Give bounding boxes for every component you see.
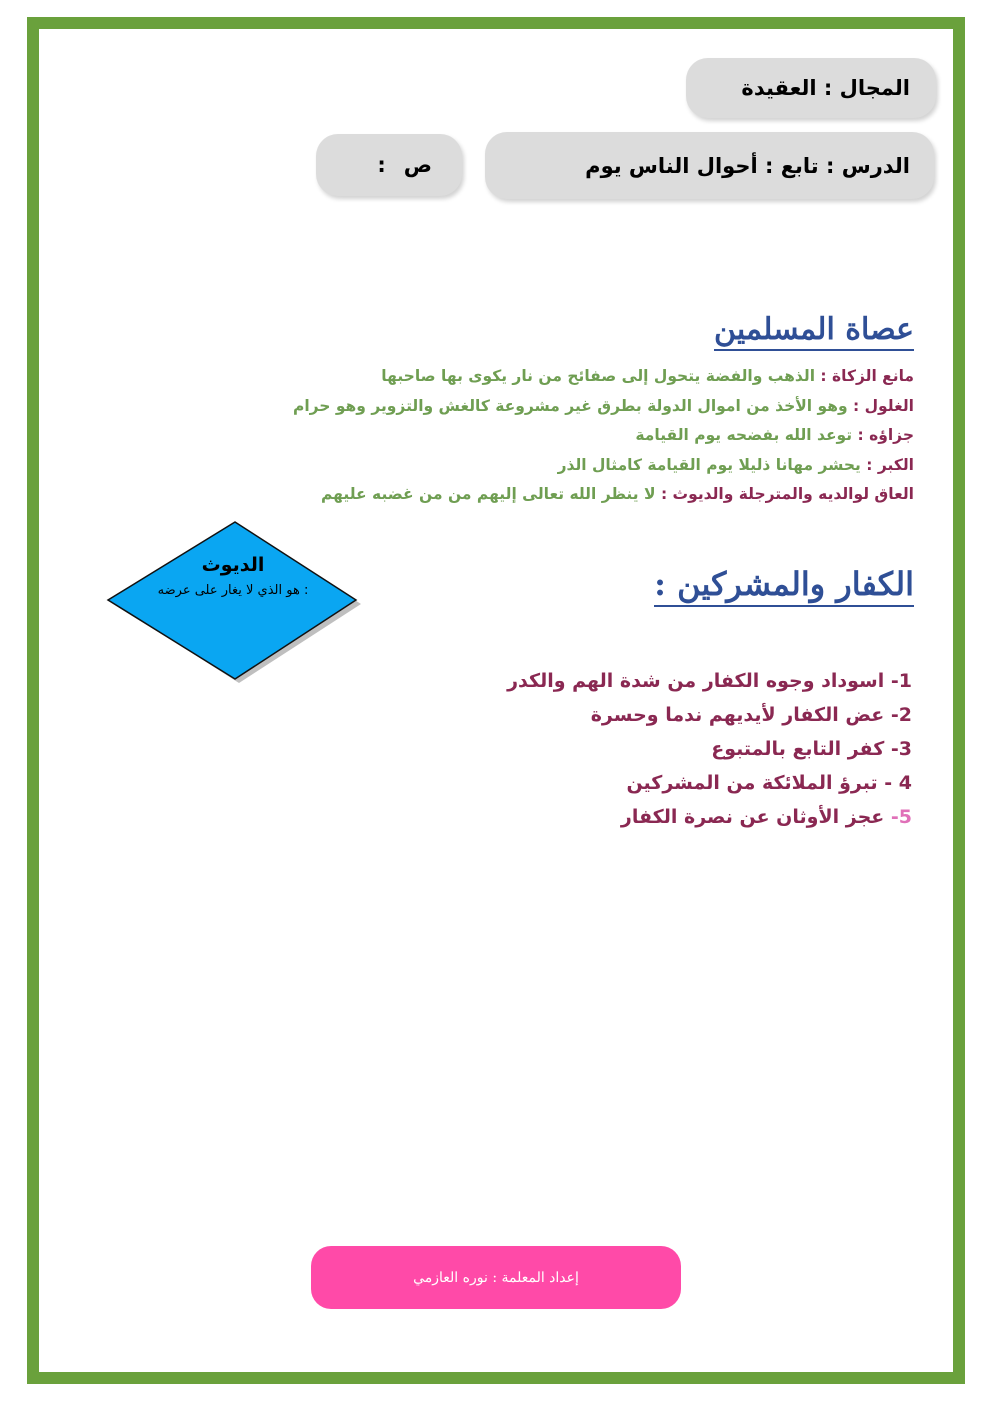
item-number: 2- [890,704,912,726]
lesson-label: الدرس : تابع : أحوال الناس يوم [585,153,910,178]
disbelievers-list [352,664,912,834]
domain-label: المجال : العقيدة [741,76,910,100]
domain-label-box [686,58,936,118]
list-item [352,766,912,800]
page-number-box [316,134,462,196]
teacher-credit-box [311,1246,681,1309]
list-item [274,480,914,510]
list-item [274,451,914,481]
item-desc: يحشر مهانا ذليلا يوم القيامة كامثال الذر [557,455,861,474]
list-item [274,392,914,422]
item-label: مانع الزكاة : [820,367,914,385]
list-item [274,421,914,451]
list-item [352,698,912,732]
diamond-content [144,554,322,601]
definition-text: : هو الذي لا يغار على عرضه [157,583,309,598]
page-colon: : [377,153,386,177]
definition-title: الديوث [201,554,265,576]
item-desc: الذهب والفضة يتحول إلى صفائح من نار يكوى بها صاحبها [381,367,816,385]
lesson-label-box [485,132,934,199]
item-number: 1- [890,670,912,692]
item-number: 4 - [884,772,912,794]
sinners-section-title: عصاة المسلمين [714,312,914,351]
item-text: عض الكفار لأيديهم ندما وحسرة [590,704,885,726]
item-desc: وهو الأخذ من اموال الدولة بطرق غير مشروعة كالغش والتزوير وهو حرام [292,396,848,415]
list-item [352,664,912,698]
item-label: العاق لوالديه والمترجلة والديوث : [660,485,914,503]
list-item [274,362,914,392]
list-item [352,732,912,766]
list-item [352,800,912,834]
teacher-credit: إعداد المعلمة : نوره العازمي [413,1269,579,1286]
item-text: كفر التابع بالمتبوع [711,738,885,760]
diamond-shape [104,520,362,684]
item-label: الغلول : [853,396,914,415]
disbelievers-section-title: الكفار والمشركين : [654,565,914,607]
item-label: جزاؤه : [857,426,914,444]
item-number: 5- [890,806,912,828]
item-desc: توعد الله بفضحه يوم القيامة [635,426,853,444]
item-number: 3- [890,738,912,760]
page-label: ص [403,153,432,177]
definition-diamond [104,520,362,684]
item-text: تبرؤ الملائكة من المشركين [626,772,878,794]
sinners-list [274,362,914,510]
item-desc: لا ينظر الله تعالى إليهم من من غضبه عليهم [321,485,656,503]
item-label: الكبر : [866,455,914,474]
item-text: عجز الأوثان عن نصرة الكفار [620,806,885,828]
item-text: اسوداد وجوه الكفار من شدة الهم والكدر [507,670,885,692]
